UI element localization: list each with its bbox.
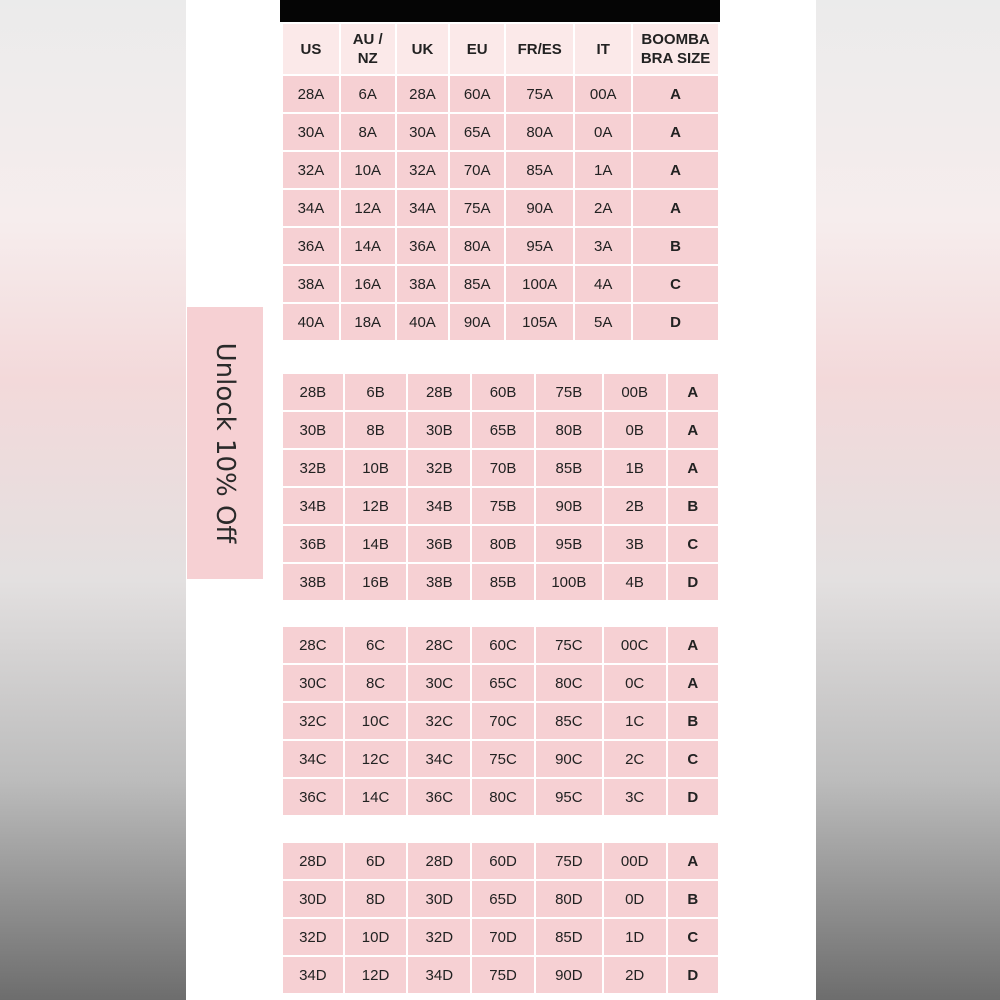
size-cell-us: 38B [283, 564, 343, 600]
size-cell-boomba-size: A [668, 374, 718, 410]
size-cell-it: 3A [575, 228, 631, 264]
size-cell-us: 32C [283, 703, 343, 739]
size-cell-us: 28B [283, 374, 343, 410]
size-cell-it: 0D [604, 881, 666, 917]
table-row [283, 76, 718, 112]
size-cell-us: 34A [283, 190, 339, 226]
size-cell-it: 2B [604, 488, 666, 524]
size-cell-us: 36B [283, 526, 343, 562]
table-row [283, 919, 718, 955]
size-cell-eu: 70C [472, 703, 534, 739]
size-cell-fr-es: 95A [506, 228, 573, 264]
size-cell-us: 38A [283, 266, 339, 302]
header-au-nz: AU / NZ [341, 24, 395, 74]
size-cell-us: 32B [283, 450, 343, 486]
size-cell-eu: 70A [450, 152, 504, 188]
size-cell-eu: 60A [450, 76, 504, 112]
size-cell-boomba-size: B [668, 703, 718, 739]
size-cell-eu: 65C [472, 665, 534, 701]
size-cell-au-nz: 8D [345, 881, 407, 917]
size-cell-eu: 75D [472, 957, 534, 993]
size-cell-it: 2A [575, 190, 631, 226]
size-cell-boomba-size: D [668, 779, 718, 815]
size-cell-au-nz: 10D [345, 919, 407, 955]
size-cell-eu: 80C [472, 779, 534, 815]
size-cell-boomba-size: B [668, 488, 718, 524]
size-cell-eu: 80A [450, 228, 504, 264]
table-row [283, 843, 718, 879]
size-cell-uk: 38A [397, 266, 449, 302]
size-cell-au-nz: 16B [345, 564, 407, 600]
size-cell-boomba-size: D [668, 957, 718, 993]
table-row [283, 228, 718, 264]
size-cell-it: 1B [604, 450, 666, 486]
size-cell-us: 28D [283, 843, 343, 879]
header-uk: UK [397, 24, 449, 74]
size-cell-au-nz: 16A [341, 266, 395, 302]
size-cell-eu: 75A [450, 190, 504, 226]
size-cell-uk: 36C [408, 779, 470, 815]
size-cell-it: 4B [604, 564, 666, 600]
size-cell-uk: 38B [408, 564, 470, 600]
table-row [283, 190, 718, 226]
size-cell-au-nz: 12C [345, 741, 407, 777]
size-cell-us: 34C [283, 741, 343, 777]
size-cell-uk: 34D [408, 957, 470, 993]
table-row [283, 304, 718, 340]
size-cell-au-nz: 10B [345, 450, 407, 486]
size-cell-boomba-size: D [633, 304, 718, 340]
size-cell-eu: 70B [472, 450, 534, 486]
size-cell-eu: 75B [472, 488, 534, 524]
header-boomba-size: BOOMBA BRA SIZE [633, 24, 718, 74]
size-cell-au-nz: 8B [345, 412, 407, 448]
size-cell-au-nz: 14A [341, 228, 395, 264]
table-row [283, 564, 718, 600]
size-cell-it: 2C [604, 741, 666, 777]
size-cell-fr-es: 90C [536, 741, 602, 777]
size-table-header-row [283, 24, 718, 74]
size-cell-uk: 32D [408, 919, 470, 955]
size-cell-uk: 34A [397, 190, 449, 226]
size-cell-it: 2D [604, 957, 666, 993]
size-cell-eu: 75C [472, 741, 534, 777]
size-cell-fr-es: 85D [536, 919, 602, 955]
size-cell-au-nz: 14C [345, 779, 407, 815]
size-cell-us: 34D [283, 957, 343, 993]
size-cell-fr-es: 80B [536, 412, 602, 448]
size-cell-uk: 32C [408, 703, 470, 739]
size-cell-boomba-size: D [668, 564, 718, 600]
size-cell-uk: 28A [397, 76, 449, 112]
size-cell-eu: 60C [472, 627, 534, 663]
unlock-discount-label: Unlock 10% Off [210, 342, 240, 544]
size-cell-boomba-size: A [668, 665, 718, 701]
size-cell-it: 1C [604, 703, 666, 739]
table-row [283, 114, 718, 150]
size-cell-fr-es: 80C [536, 665, 602, 701]
size-cell-eu: 65D [472, 881, 534, 917]
size-cell-it: 3B [604, 526, 666, 562]
table-row [283, 526, 718, 562]
table-row [283, 412, 718, 448]
size-cell-fr-es: 90D [536, 957, 602, 993]
size-cell-us: 32D [283, 919, 343, 955]
size-cell-fr-es: 90A [506, 190, 573, 226]
size-cell-au-nz: 6A [341, 76, 395, 112]
size-cell-au-nz: 12A [341, 190, 395, 226]
size-cell-fr-es: 75B [536, 374, 602, 410]
size-cell-boomba-size: A [668, 843, 718, 879]
size-cell-uk: 34B [408, 488, 470, 524]
table-row [283, 374, 718, 410]
size-cell-eu: 65B [472, 412, 534, 448]
size-cell-eu: 80B [472, 526, 534, 562]
header-us: US [283, 24, 339, 74]
size-cell-it: 00D [604, 843, 666, 879]
size-cell-eu: 65A [450, 114, 504, 150]
table-row [283, 266, 718, 302]
size-cell-boomba-size: A [633, 190, 718, 226]
size-cell-boomba-size: C [633, 266, 718, 302]
size-cell-us: 36A [283, 228, 339, 264]
table-row [283, 741, 718, 777]
size-cell-fr-es: 100B [536, 564, 602, 600]
size-cell-fr-es: 75A [506, 76, 573, 112]
size-cell-it: 00B [604, 374, 666, 410]
size-table-a-cup [281, 22, 720, 342]
size-cell-uk: 30D [408, 881, 470, 917]
size-cell-au-nz: 14B [345, 526, 407, 562]
size-cell-uk: 40A [397, 304, 449, 340]
size-cell-fr-es: 85A [506, 152, 573, 188]
size-cell-au-nz: 12D [345, 957, 407, 993]
table-row [283, 957, 718, 993]
size-cell-fr-es: 85B [536, 450, 602, 486]
left-background-panel [0, 0, 186, 1000]
size-cell-it: 3C [604, 779, 666, 815]
size-cell-au-nz: 12B [345, 488, 407, 524]
size-cell-fr-es: 80D [536, 881, 602, 917]
size-cell-eu: 60D [472, 843, 534, 879]
size-cell-uk: 32B [408, 450, 470, 486]
size-cell-boomba-size: A [633, 76, 718, 112]
size-cell-fr-es: 75C [536, 627, 602, 663]
size-cell-fr-es: 95C [536, 779, 602, 815]
size-cell-au-nz: 10A [341, 152, 395, 188]
size-table-b-cup [281, 372, 720, 602]
size-cell-uk: 28C [408, 627, 470, 663]
size-cell-au-nz: 6D [345, 843, 407, 879]
size-table-c-cup [281, 625, 720, 817]
size-cell-au-nz: 10C [345, 703, 407, 739]
size-cell-uk: 36B [408, 526, 470, 562]
table-row [283, 488, 718, 524]
size-cell-boomba-size: C [668, 526, 718, 562]
size-cell-uk: 30A [397, 114, 449, 150]
size-cell-it: 0A [575, 114, 631, 150]
size-cell-au-nz: 8C [345, 665, 407, 701]
size-cell-fr-es: 105A [506, 304, 573, 340]
size-cell-eu: 70D [472, 919, 534, 955]
table-row [283, 881, 718, 917]
size-cell-uk: 28D [408, 843, 470, 879]
size-cell-us: 32A [283, 152, 339, 188]
size-cell-boomba-size: A [668, 450, 718, 486]
size-cell-fr-es: 95B [536, 526, 602, 562]
size-cell-it: 00C [604, 627, 666, 663]
size-cell-uk: 32A [397, 152, 449, 188]
size-cell-uk: 30B [408, 412, 470, 448]
size-cell-boomba-size: A [668, 412, 718, 448]
table-row [283, 627, 718, 663]
table-row [283, 703, 718, 739]
size-cell-us: 30D [283, 881, 343, 917]
size-cell-it: 00A [575, 76, 631, 112]
header-fr-es: FR/ES [506, 24, 573, 74]
size-cell-uk: 30C [408, 665, 470, 701]
size-cell-it: 1D [604, 919, 666, 955]
table-row [283, 450, 718, 486]
size-cell-us: 34B [283, 488, 343, 524]
size-cell-au-nz: 18A [341, 304, 395, 340]
header-it: IT [575, 24, 631, 74]
size-cell-fr-es: 100A [506, 266, 573, 302]
size-cell-it: 5A [575, 304, 631, 340]
size-cell-boomba-size: A [668, 627, 718, 663]
size-cell-boomba-size: A [633, 114, 718, 150]
size-cell-boomba-size: C [668, 919, 718, 955]
size-cell-it: 1A [575, 152, 631, 188]
table-row [283, 665, 718, 701]
size-cell-uk: 28B [408, 374, 470, 410]
size-cell-fr-es: 80A [506, 114, 573, 150]
size-cell-it: 0B [604, 412, 666, 448]
size-cell-boomba-size: A [633, 152, 718, 188]
size-cell-au-nz: 8A [341, 114, 395, 150]
size-cell-it: 0C [604, 665, 666, 701]
size-cell-eu: 85B [472, 564, 534, 600]
size-cell-au-nz: 6B [345, 374, 407, 410]
size-cell-it: 4A [575, 266, 631, 302]
size-cell-au-nz: 6C [345, 627, 407, 663]
size-cell-eu: 90A [450, 304, 504, 340]
size-cell-eu: 60B [472, 374, 534, 410]
size-cell-us: 30A [283, 114, 339, 150]
size-cell-fr-es: 85C [536, 703, 602, 739]
table-row [283, 152, 718, 188]
top-black-bar [280, 0, 720, 22]
size-table-d-cup [281, 841, 720, 995]
unlock-discount-tab[interactable] [187, 307, 263, 579]
size-cell-us: 30B [283, 412, 343, 448]
table-row [283, 779, 718, 815]
header-eu: EU [450, 24, 504, 74]
size-cell-us: 30C [283, 665, 343, 701]
size-cell-boomba-size: B [668, 881, 718, 917]
size-cell-fr-es: 75D [536, 843, 602, 879]
size-cell-uk: 36A [397, 228, 449, 264]
size-cell-boomba-size: B [633, 228, 718, 264]
size-cell-eu: 85A [450, 266, 504, 302]
size-cell-boomba-size: C [668, 741, 718, 777]
size-cell-us: 28C [283, 627, 343, 663]
size-cell-us: 36C [283, 779, 343, 815]
right-background-panel [816, 0, 1000, 1000]
size-cell-us: 40A [283, 304, 339, 340]
size-cell-us: 28A [283, 76, 339, 112]
size-cell-uk: 34C [408, 741, 470, 777]
size-cell-fr-es: 90B [536, 488, 602, 524]
